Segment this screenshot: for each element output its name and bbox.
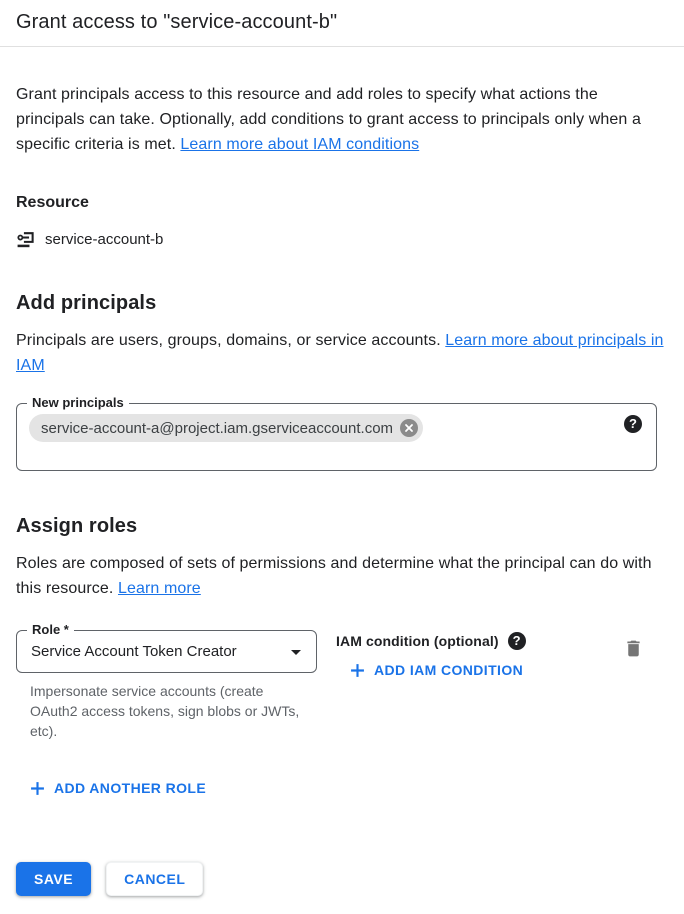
- new-principals-label: New principals: [27, 395, 129, 410]
- principals-text: Principals are users, groups, domains, or service accounts.: [16, 332, 446, 349]
- chip-remove-icon[interactable]: [400, 419, 418, 437]
- roles-paragraph: [16, 551, 664, 601]
- dialog-body: [0, 82, 684, 914]
- new-principals-input[interactable]: [16, 395, 657, 471]
- role-select-label: Role *: [27, 622, 74, 637]
- role-row: [16, 622, 668, 741]
- dialog-title: Grant access to "service-account-b": [16, 11, 338, 33]
- role-select-value: Service Account Token Creator: [31, 643, 237, 660]
- dialog-actions: [16, 862, 668, 914]
- iam-condition-column: [336, 630, 526, 683]
- roles-learn-more-link[interactable]: Learn more: [117, 580, 201, 597]
- role-column: [16, 622, 317, 741]
- resource-row: [16, 230, 668, 249]
- iam-condition-help-icon[interactable]: ?: [508, 632, 526, 650]
- add-principals-heading: Add principals: [16, 292, 157, 314]
- principals-paragraph: [16, 328, 664, 378]
- intro-paragraph: [16, 82, 664, 157]
- resource-heading: Resource: [16, 194, 89, 211]
- principal-chip-value: service-account-a@project.iam.gserviceaccount.com: [41, 419, 394, 437]
- cancel-button[interactable]: CANCEL: [106, 862, 203, 896]
- delete-role-button[interactable]: [621, 636, 646, 661]
- role-select[interactable]: [16, 622, 317, 673]
- add-another-role-button[interactable]: ADD ANOTHER ROLE: [30, 780, 206, 796]
- principals-link[interactable]: Learn more about principals in IAM: [16, 332, 664, 374]
- trash-icon: [623, 638, 644, 659]
- service-account-icon: [16, 230, 35, 249]
- resource-name: service-account-b: [45, 231, 164, 248]
- principals-help-icon[interactable]: ?: [624, 415, 642, 433]
- role-description: Impersonate service accounts (create OAuth2 access tokens, sign blobs or JWTs, etc).: [30, 683, 300, 739]
- save-button[interactable]: SAVE: [16, 862, 91, 896]
- iam-conditions-link[interactable]: Learn more about IAM conditions: [180, 136, 420, 153]
- assign-roles-heading: Assign roles: [16, 515, 138, 537]
- plus-icon: [350, 663, 365, 678]
- iam-condition-label: IAM condition (optional): [336, 633, 499, 649]
- plus-icon: [30, 781, 45, 796]
- principal-chip: [29, 414, 423, 442]
- intro-text: Grant principals access to this resource and add roles to specify what actions the principals can take. Optionally, add conditions to grant access to principals only when a specific criteria is met.: [16, 86, 641, 153]
- dialog-header: [0, 0, 684, 47]
- chevron-down-icon: [284, 640, 308, 664]
- roles-text: Roles are composed of sets of permissions and determine what the principal can do with this resource.: [16, 555, 652, 597]
- add-iam-condition-button[interactable]: ADD IAM CONDITION: [350, 662, 523, 678]
